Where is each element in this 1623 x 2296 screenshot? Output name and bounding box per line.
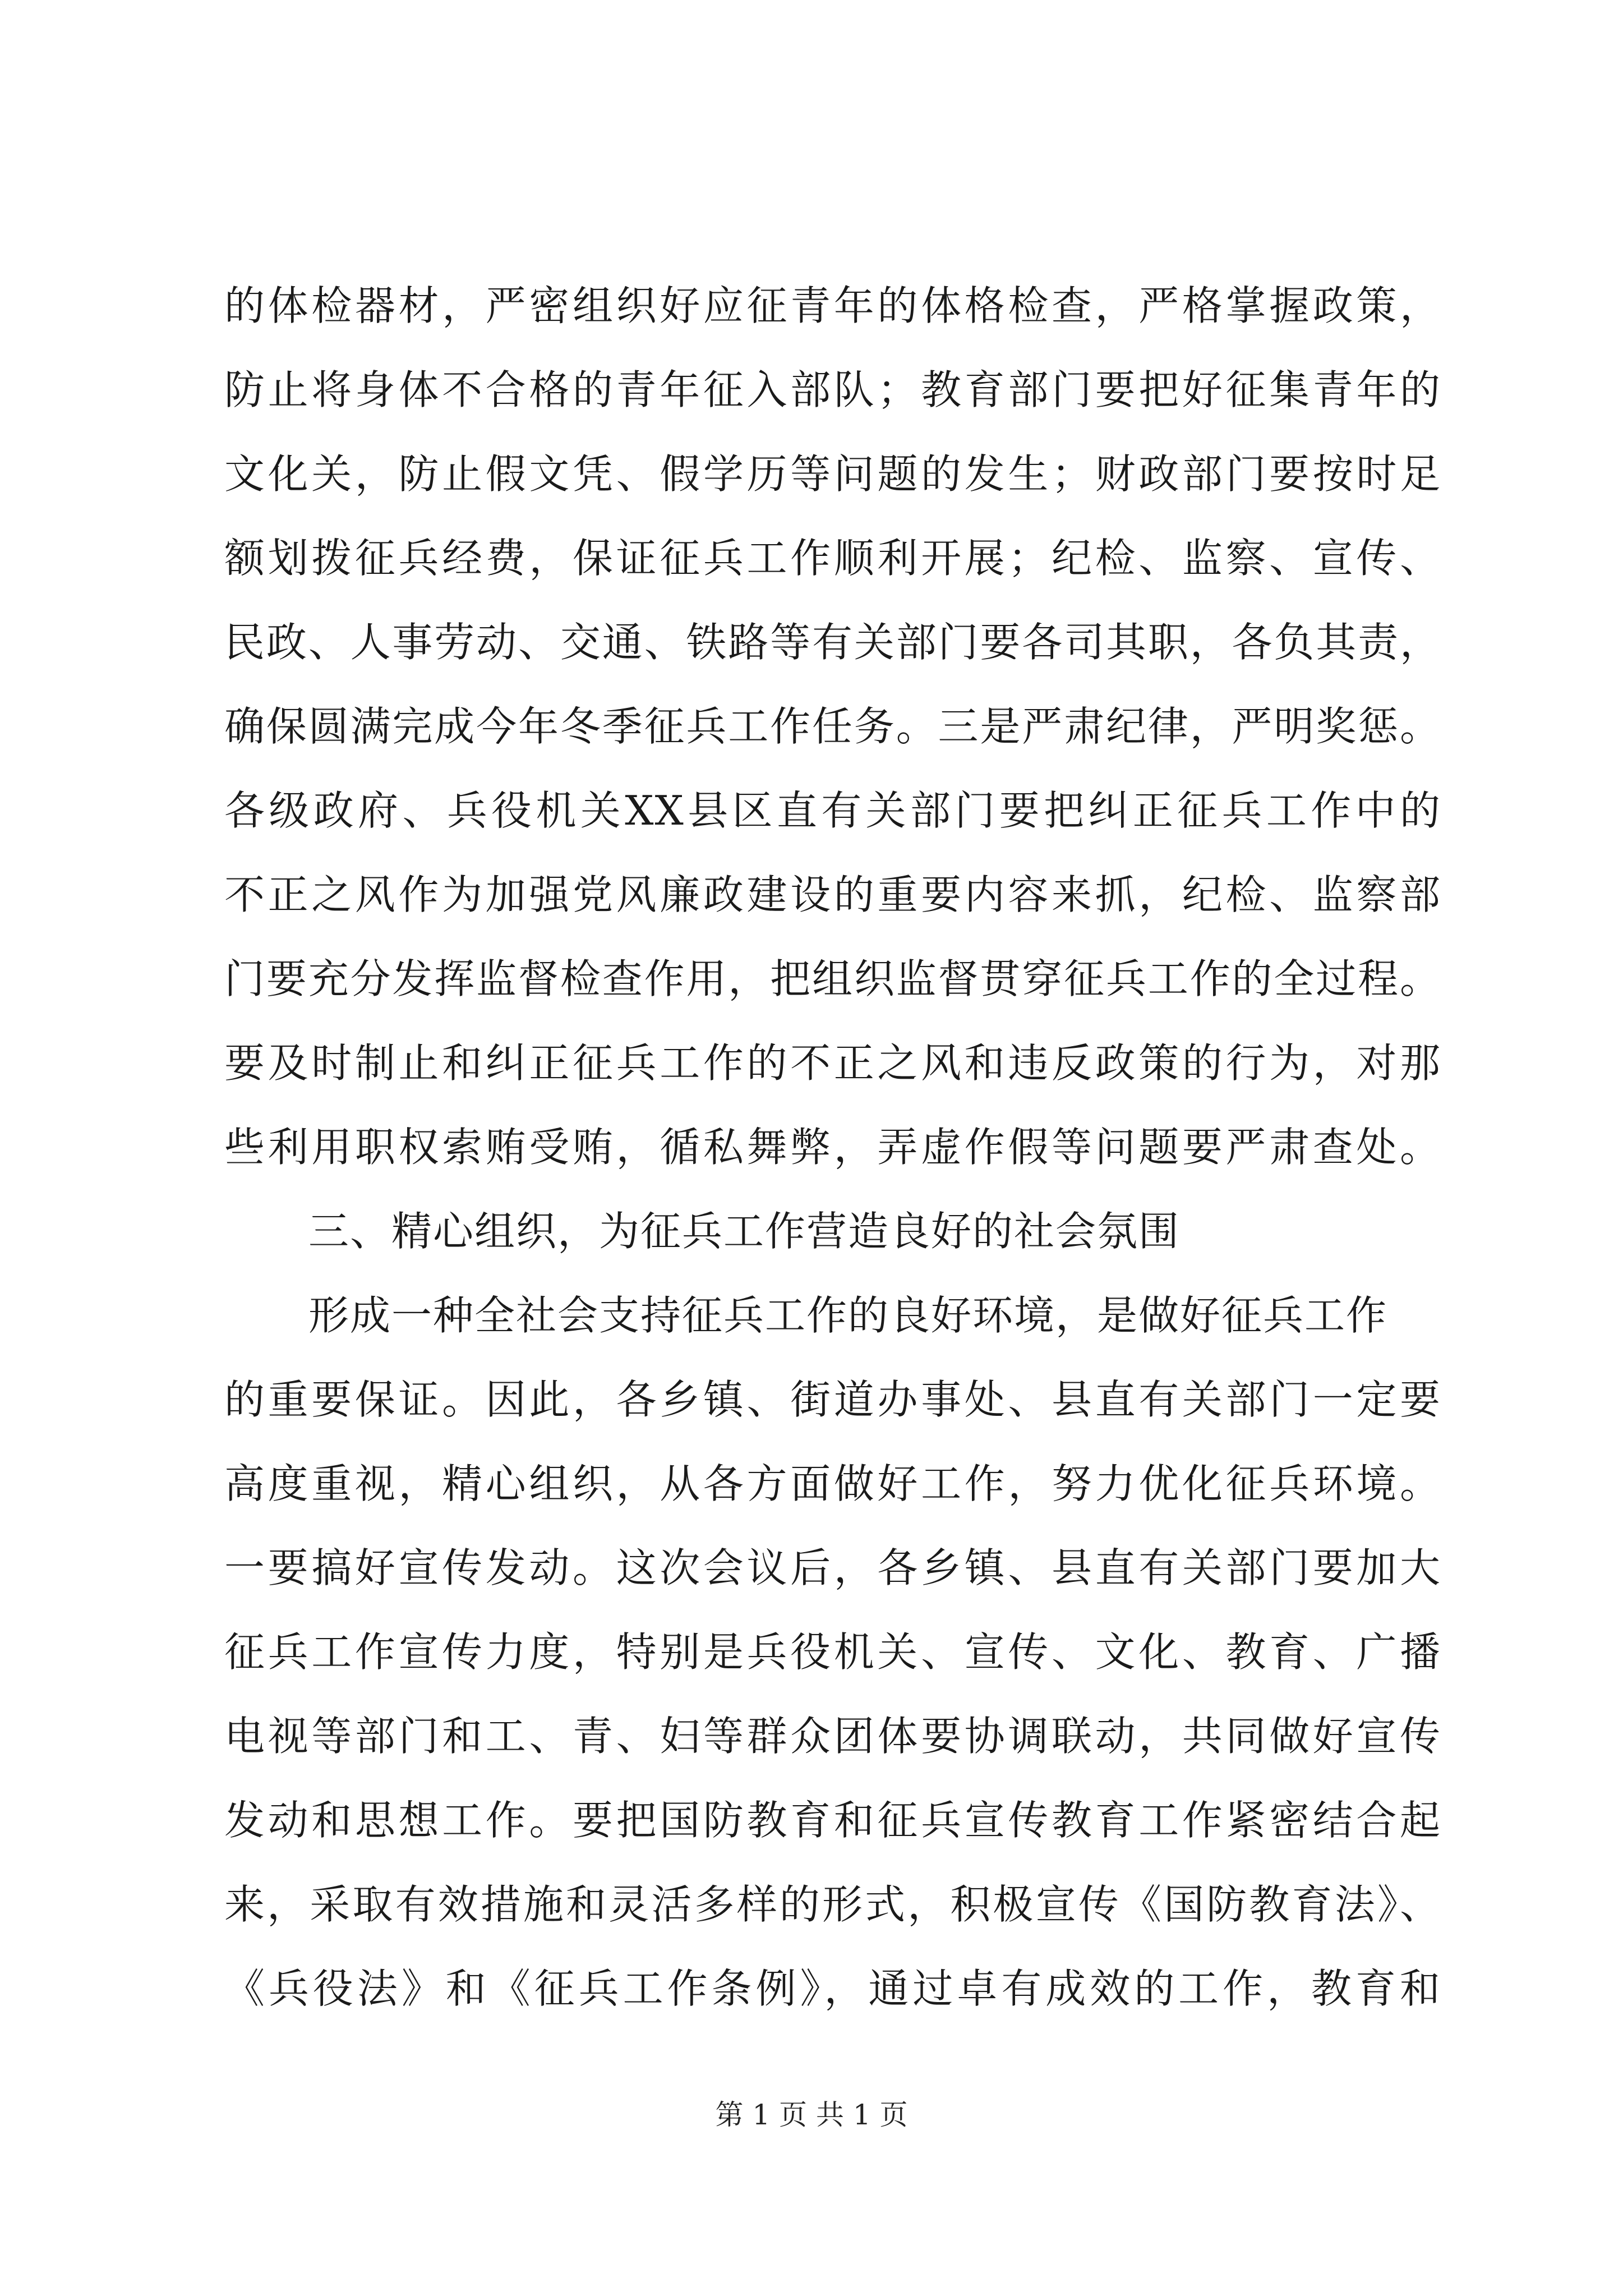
text-line: 发动和思想工作。要把国防教育和征兵宣传教育工作紧密结合起 xyxy=(224,1797,1441,1844)
page-footer: 第 1 页 共 1 页 xyxy=(715,2099,908,2131)
text-line: 一要搞好宣传发动。这次会议后，各乡镇、县直有关部门要加大 xyxy=(224,1544,1441,1591)
text-line: 额划拨征兵经费，保证征兵工作顺利开展；纪检、监察、宣传、 xyxy=(224,535,1441,582)
text-line: 防止将身体不合格的青年征入部队；教育部门要把好征集青年的 xyxy=(224,366,1441,413)
text-line: 形成一种全社会支持征兵工作的良好环境，是做好征兵工作 xyxy=(308,1292,1388,1339)
text-line: 《兵役法》和《征兵工作条例》，通过卓有成效的工作，教育和 xyxy=(224,1965,1441,2012)
text-line: 民政、人事劳动、交通、铁路等有关部门要各司其职，各负其责， xyxy=(224,619,1441,666)
text-line: 些利用职权索贿受贿，循私舞弊，弄虚作假等问题要严肃查处。 xyxy=(224,1124,1441,1171)
text-line: 要及时制止和纠正征兵工作的不正之风和违反政策的行为，对那 xyxy=(224,1039,1441,1087)
text-line: 征兵工作宣传力度，特别是兵役机关、宣传、文化、教育、广播 xyxy=(224,1628,1441,1676)
text-line: 确保圆满完成今年冬季征兵工作任务。三是严肃纪律，严明奖惩。 xyxy=(224,703,1441,750)
body-text xyxy=(224,264,1441,2031)
text-line: 高度重视，精心组织，从各方面做好工作，努力优化征兵环境。 xyxy=(224,1460,1441,1507)
text-line: 不正之风作为加强党风廉政建设的重要内容来抓，纪检、监察部 xyxy=(224,871,1441,918)
text-line: 文化关，防止假文凭、假学历等问题的发生；财政部门要按时足 xyxy=(224,450,1441,498)
section-heading: 三、精心组织，为征兵工作营造良好的社会氛围 xyxy=(308,1208,1181,1255)
text-line: 电视等部门和工、青、妇等群众团体要协调联动，共同做好宣传 xyxy=(224,1713,1441,1760)
text-line: 的重要保证。因此，各乡镇、街道办事处、县直有关部门一定要 xyxy=(224,1376,1441,1423)
text-line: 来，采取有效措施和灵活多样的形式，积极宣传《国防教育法》、 xyxy=(224,1881,1441,1928)
text-line: 各级政府、兵役机关XX县区直有关部门要把纠正征兵工作中的 xyxy=(224,787,1441,834)
text-line: 门要充分发挥监督检查作用，把组织监督贯穿征兵工作的全过程。 xyxy=(224,955,1441,1002)
text-line: 的体检器材，严密组织好应征青年的体格检查，严格掌握政策， xyxy=(224,282,1441,329)
